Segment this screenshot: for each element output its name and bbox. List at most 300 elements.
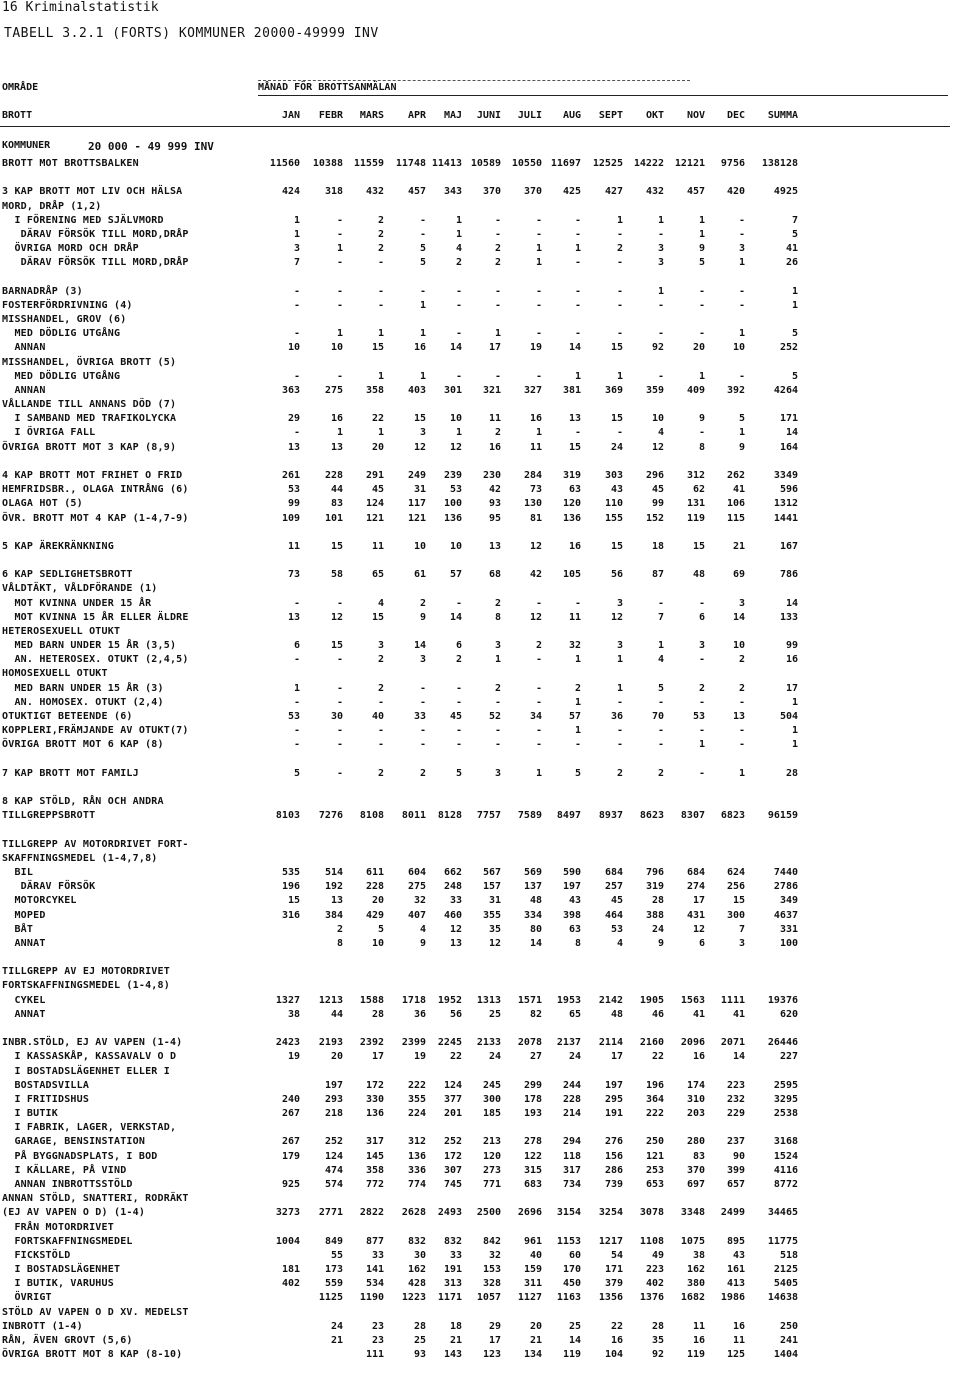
row-label: TILLGREPP AV EJ MOTORDRIVET: [2, 966, 170, 978]
row-value: 450: [562, 1278, 581, 1290]
row-value: 1327: [275, 994, 300, 1006]
table-row: [0, 1079, 960, 1092]
row-value: 15: [330, 540, 343, 552]
row-value: 185: [482, 1108, 501, 1120]
row-value: 381: [562, 384, 581, 396]
row-label: VÅLLANDE TILL ANNANS DÖD (7): [2, 399, 177, 411]
row-label: DÄRAV FÖRSÖK TILL MORD,DRÅP: [2, 228, 189, 240]
row-value: 18: [449, 1320, 462, 1332]
row-value: 69: [732, 569, 745, 581]
row-value: -: [616, 228, 623, 240]
row-value: 380: [686, 1278, 705, 1290]
table-row: [0, 185, 960, 198]
row-value: 181: [281, 1264, 300, 1276]
row-value: 178: [523, 1093, 542, 1105]
row-value: 9756: [720, 158, 745, 169]
row-value: 8: [494, 611, 501, 623]
kommuner-range: 20 000 - 49 999 INV: [88, 140, 214, 153]
row-value: 197: [562, 881, 581, 893]
row-value: 7276: [318, 810, 343, 822]
row-value: 13: [568, 413, 581, 425]
table-row: [0, 795, 960, 808]
row-value: 101: [324, 512, 343, 524]
row-value: -: [616, 739, 623, 751]
row-value: 2786: [773, 881, 798, 893]
row-value: 6: [698, 611, 705, 623]
row-value: 413: [726, 1278, 745, 1290]
table-row: [0, 724, 960, 737]
row-value: 19: [529, 342, 542, 354]
row-value: 10: [287, 342, 300, 354]
table-row: [0, 809, 960, 822]
row-value: 43: [568, 895, 581, 907]
row-label: ÖVRIGA BROTT MOT 3 KAP (8,9): [2, 441, 177, 453]
row-value: 10: [449, 413, 462, 425]
row-value: 1563: [680, 994, 705, 1006]
row-value: 6823: [720, 810, 745, 822]
row-label: KOPPLERI,FRÄMJANDE AV OTUKT(7): [2, 725, 189, 737]
table-row: [0, 639, 960, 652]
row-value: -: [657, 299, 664, 311]
row-value: 130: [523, 498, 542, 510]
table-row: [0, 157, 960, 170]
table-row: [0, 313, 960, 326]
row-value: -: [419, 725, 426, 737]
row-value: 1213: [318, 994, 343, 1006]
row-value: -: [377, 739, 384, 751]
row-value: -: [419, 228, 426, 240]
row-value: 2160: [639, 1037, 664, 1049]
row-value: 43: [610, 484, 623, 496]
table-row: [0, 200, 960, 213]
row-value: -: [293, 739, 300, 751]
table-row: [0, 1107, 960, 1120]
row-value: 2: [336, 923, 343, 935]
row-value: 8307: [680, 810, 705, 822]
row-value: 358: [365, 384, 384, 396]
row-value: 4925: [773, 186, 798, 198]
row-value: 697: [686, 1178, 705, 1190]
row-value: 1682: [680, 1292, 705, 1304]
row-value: 52: [488, 711, 501, 723]
row-value: 420: [726, 186, 745, 198]
row-value: 407: [407, 909, 426, 921]
row-label: INBROTT (1-4): [2, 1320, 83, 1332]
row-value: 535: [281, 867, 300, 878]
row-label: BÅT: [2, 923, 34, 935]
row-value: 1163: [556, 1292, 581, 1304]
row-value: 38: [692, 1249, 705, 1261]
row-value: 301: [443, 384, 462, 396]
row-value: 3: [419, 427, 426, 439]
row-value: 244: [562, 1079, 581, 1091]
row-value: -: [293, 285, 300, 297]
row-value: 252: [324, 1136, 343, 1148]
table-row: [0, 852, 960, 865]
row-value: 1571: [517, 994, 542, 1006]
row-value: 172: [365, 1079, 384, 1091]
row-value: 3: [738, 937, 745, 949]
table-row: [0, 1291, 960, 1304]
row-label: AN. HOMOSEX. OTUKT (2,4): [2, 696, 164, 708]
row-value: -: [293, 328, 300, 340]
row-value: 274: [686, 881, 705, 893]
row-value: 1: [738, 257, 745, 269]
row-label: I BOSTADSLÄGENHET: [2, 1264, 121, 1276]
row-value: 12: [449, 923, 462, 935]
row-value: 92: [651, 342, 664, 354]
row-value: 5: [455, 767, 462, 779]
row-value: 331: [779, 923, 798, 935]
row-value: 16: [732, 1320, 745, 1332]
row-value: 457: [686, 186, 705, 198]
row-value: 392: [726, 384, 745, 396]
row-value: 34: [529, 711, 542, 723]
row-value: 192: [324, 881, 343, 893]
row-value: 93: [413, 1349, 426, 1361]
row-value: 2: [494, 427, 501, 439]
row-value: 62: [692, 484, 705, 496]
row-value: 99: [785, 640, 798, 652]
row-value: 120: [562, 498, 581, 510]
row-value: 425: [562, 186, 581, 198]
row-value: 73: [287, 569, 300, 581]
row-value: 1: [455, 427, 462, 439]
row-value: 15: [732, 895, 745, 907]
row-value: 257: [604, 881, 623, 893]
row-value: 197: [324, 1079, 343, 1091]
row-value: 43: [732, 1249, 745, 1261]
row-value: 15: [371, 611, 384, 623]
row-value: 739: [604, 1178, 623, 1190]
row-value: 1: [616, 654, 623, 666]
row-value: 14: [449, 611, 462, 623]
row-value: 44: [330, 484, 343, 496]
table-row: [0, 625, 960, 638]
row-value: 20: [371, 895, 384, 907]
row-label: 8 KAP STÖLD, RÅN OCH ANDRA: [2, 796, 164, 808]
row-value: 11: [529, 441, 542, 453]
row-value: 22: [610, 1320, 623, 1332]
month-header: SUMMA: [767, 110, 798, 121]
row-value: 278: [523, 1136, 542, 1148]
row-value: 273: [482, 1164, 501, 1176]
row-value: -: [574, 214, 581, 226]
row-value: 657: [726, 1178, 745, 1190]
row-value: 849: [324, 1235, 343, 1247]
row-value: -: [738, 228, 745, 240]
row-value: 17: [488, 1334, 501, 1346]
row-value: 228: [562, 1093, 581, 1105]
row-value: 19376: [767, 994, 798, 1006]
row-value: 28: [651, 895, 664, 907]
row-value: 28: [651, 1320, 664, 1332]
table-row: [0, 554, 960, 567]
row-value: 8103: [275, 810, 300, 822]
row-value: 11697: [550, 158, 581, 169]
row-value: 312: [407, 1136, 426, 1148]
table-row: [0, 880, 960, 893]
row-value: 1376: [639, 1292, 664, 1304]
row-value: 17: [692, 895, 705, 907]
row-value: 1356: [598, 1292, 623, 1304]
row-value: 842: [482, 1235, 501, 1247]
table-row: [0, 270, 960, 283]
row-value: 12525: [592, 158, 623, 169]
row-value: 364: [645, 1093, 664, 1105]
row-value: 569: [523, 867, 542, 878]
row-value: 2078: [517, 1037, 542, 1049]
row-value: 5: [419, 257, 426, 269]
row-value: 2696: [517, 1207, 542, 1219]
row-value: 295: [604, 1093, 623, 1105]
row-value: 2499: [720, 1207, 745, 1219]
row-value: 11: [692, 1320, 705, 1332]
row-value: 1004: [275, 1235, 300, 1247]
row-value: 2771: [318, 1207, 343, 1219]
row-value: 162: [686, 1264, 705, 1276]
row-value: 3: [616, 640, 623, 652]
row-value: 1: [791, 285, 798, 297]
row-value: -: [336, 739, 343, 751]
row-value: 14: [413, 640, 426, 652]
row-value: 8772: [773, 1178, 798, 1190]
header-span-label: MÅNAD FÖR BROTTSANMÄLAN: [258, 82, 397, 93]
row-value: -: [419, 682, 426, 694]
row-value: 1312: [773, 498, 798, 510]
row-value: 120: [482, 1150, 501, 1162]
row-value: 1: [698, 214, 705, 226]
row-value: 49: [651, 1249, 664, 1261]
row-value: 53: [449, 484, 462, 496]
row-value: 1: [616, 214, 623, 226]
row-value: -: [616, 696, 623, 708]
row-label: HETEROSEXUELL OTUKT: [2, 625, 121, 637]
row-value: 22: [371, 413, 384, 425]
row-value: -: [657, 370, 664, 382]
row-value: 12: [413, 441, 426, 453]
row-value: 223: [645, 1264, 664, 1276]
row-value: 10388: [312, 158, 343, 169]
table-row: [0, 1135, 960, 1148]
row-value: 21: [449, 1334, 462, 1346]
row-value: 123: [482, 1349, 501, 1361]
row-value: 474: [324, 1164, 343, 1176]
row-value: 46: [651, 1008, 664, 1020]
row-value: 1: [657, 285, 664, 297]
row-value: 8623: [639, 810, 664, 822]
row-value: 1125: [318, 1292, 343, 1304]
row-label: 6 KAP SEDLIGHETSBROTT: [2, 569, 133, 581]
row-value: 15: [371, 342, 384, 354]
row-value: 1: [455, 214, 462, 226]
table-row: [0, 1121, 960, 1134]
row-label: MED DÖDLIG UTGÅNG: [2, 370, 121, 382]
row-value: 12: [330, 611, 343, 623]
row-value: -: [336, 654, 343, 666]
row-value: 73: [529, 484, 542, 496]
row-value: -: [574, 739, 581, 751]
row-value: 14: [732, 1051, 745, 1063]
row-value: 9: [419, 611, 426, 623]
row-value: 213: [482, 1136, 501, 1148]
row-value: 2: [657, 767, 664, 779]
row-label: VÅLDTÄKT, VÅLDFÖRANDE (1): [2, 583, 158, 595]
row-value: 45: [449, 711, 462, 723]
row-value: 3: [377, 640, 384, 652]
row-value: 10550: [511, 158, 542, 169]
row-value: 3348: [680, 1207, 705, 1219]
row-value: 464: [604, 909, 623, 921]
row-value: 143: [443, 1349, 462, 1361]
row-value: 122: [523, 1150, 542, 1162]
row-value: 4264: [773, 384, 798, 396]
row-value: 7: [738, 923, 745, 935]
row-value: 432: [645, 186, 664, 198]
row-value: -: [377, 257, 384, 269]
row-value: 24: [610, 441, 623, 453]
row-value: 24: [330, 1320, 343, 1332]
row-value: 10: [413, 540, 426, 552]
row-value: -: [455, 328, 462, 340]
row-value: 237: [726, 1136, 745, 1148]
row-label: I SAMBAND MED TRAFIKOLYCKA: [2, 413, 177, 425]
row-value: 249: [407, 469, 426, 481]
row-value: 156: [604, 1150, 623, 1162]
row-value: 7: [293, 257, 300, 269]
row-label: TILLGREPP AV MOTORDRIVET FORT-: [2, 838, 189, 850]
row-value: 294: [562, 1136, 581, 1148]
row-value: 10: [371, 937, 384, 949]
row-value: 12: [529, 540, 542, 552]
row-value: -: [535, 725, 542, 737]
row-value: 312: [686, 469, 705, 481]
row-value: 429: [365, 909, 384, 921]
row-value: 596: [779, 484, 798, 496]
row-value: 118: [562, 1150, 581, 1162]
row-value: -: [574, 257, 581, 269]
row-value: 432: [365, 186, 384, 198]
row-label: OLAGA HOT (5): [2, 498, 83, 510]
row-value: 402: [281, 1278, 300, 1290]
table-row: [0, 979, 960, 992]
row-value: -: [738, 370, 745, 382]
table-row: [0, 781, 960, 794]
row-value: 2392: [359, 1037, 384, 1049]
row-value: 1190: [359, 1292, 384, 1304]
row-value: 403: [407, 384, 426, 396]
row-value: 8011: [401, 810, 426, 822]
row-value: 772: [365, 1178, 384, 1190]
row-value: -: [419, 696, 426, 708]
row-value: 321: [482, 384, 501, 396]
row-value: 134: [523, 1349, 542, 1361]
row-value: -: [738, 739, 745, 751]
row-value: 214: [562, 1108, 581, 1120]
row-value: 10: [330, 342, 343, 354]
row-value: 36: [413, 1008, 426, 1020]
row-value: -: [293, 299, 300, 311]
row-value: 232: [726, 1093, 745, 1105]
row-label: ÖVRIGA MORD OCH DRÅP: [2, 243, 139, 255]
table-row: [0, 540, 960, 553]
row-label: I KASSASKÅP, KASSAVALV O D: [2, 1051, 177, 1063]
row-value: 796: [645, 867, 664, 878]
row-value: 1441: [773, 512, 798, 524]
row-value: 5: [698, 257, 705, 269]
row-value: 1171: [437, 1292, 462, 1304]
row-value: 8: [698, 441, 705, 453]
row-label: 4 KAP BROTT MOT FRIHET O FRID: [2, 469, 183, 481]
row-value: 239: [443, 469, 462, 481]
row-value: 136: [562, 512, 581, 524]
row-value: -: [494, 370, 501, 382]
row-value: -: [574, 597, 581, 609]
month-header: DEC: [726, 110, 745, 121]
row-value: 38: [287, 1008, 300, 1020]
row-value: 402: [645, 1278, 664, 1290]
row-value: 241: [779, 1334, 798, 1346]
row-value: 196: [281, 881, 300, 893]
table-row: [0, 1334, 960, 1347]
table-row: [0, 568, 960, 581]
row-value: 7589: [517, 810, 542, 822]
row-value: 1: [293, 682, 300, 694]
row-label: (EJ AV VAPEN O D) (1-4): [2, 1207, 146, 1219]
row-value: -: [698, 597, 705, 609]
row-value: 961: [523, 1235, 542, 1247]
row-value: 40: [371, 711, 384, 723]
row-value: 96159: [767, 810, 798, 822]
table-row: [0, 937, 960, 950]
row-value: -: [738, 285, 745, 297]
row-value: 1: [738, 767, 745, 779]
row-value: 173: [324, 1264, 343, 1276]
row-value: 343: [443, 186, 462, 198]
row-label: MED BARN UNDER 15 ÅR (3): [2, 682, 164, 694]
row-value: 2193: [318, 1037, 343, 1049]
row-value: 2114: [598, 1037, 623, 1049]
row-value: 3: [698, 640, 705, 652]
row-value: 1111: [720, 994, 745, 1006]
row-value: 3154: [556, 1207, 581, 1219]
row-value: 296: [645, 469, 664, 481]
row-value: 14638: [767, 1292, 798, 1304]
row-value: 1: [377, 328, 384, 340]
row-value: 117: [407, 498, 426, 510]
row-value: -: [455, 696, 462, 708]
row-value: 261: [281, 469, 300, 481]
table-row: [0, 1050, 960, 1063]
row-value: 3078: [639, 1207, 664, 1219]
table-row: [0, 1348, 960, 1361]
row-value: 15: [413, 413, 426, 425]
row-value: 24: [651, 923, 664, 935]
row-value: 1404: [773, 1349, 798, 1361]
row-label: MED DÖDLIG UTGÅNG: [2, 328, 121, 340]
row-value: 460: [443, 909, 462, 921]
row-value: -: [494, 228, 501, 240]
row-label: MOTORCYKEL: [2, 895, 77, 907]
row-value: 159: [523, 1264, 542, 1276]
row-value: 23: [371, 1320, 384, 1332]
row-value: 21: [529, 1334, 542, 1346]
table-row: [0, 341, 960, 354]
row-value: 2595: [773, 1079, 798, 1091]
row-label: AN. HETEROSEX. OTUKT (2,4,5): [2, 654, 189, 666]
row-value: -: [336, 285, 343, 297]
row-value: 28: [785, 767, 798, 779]
